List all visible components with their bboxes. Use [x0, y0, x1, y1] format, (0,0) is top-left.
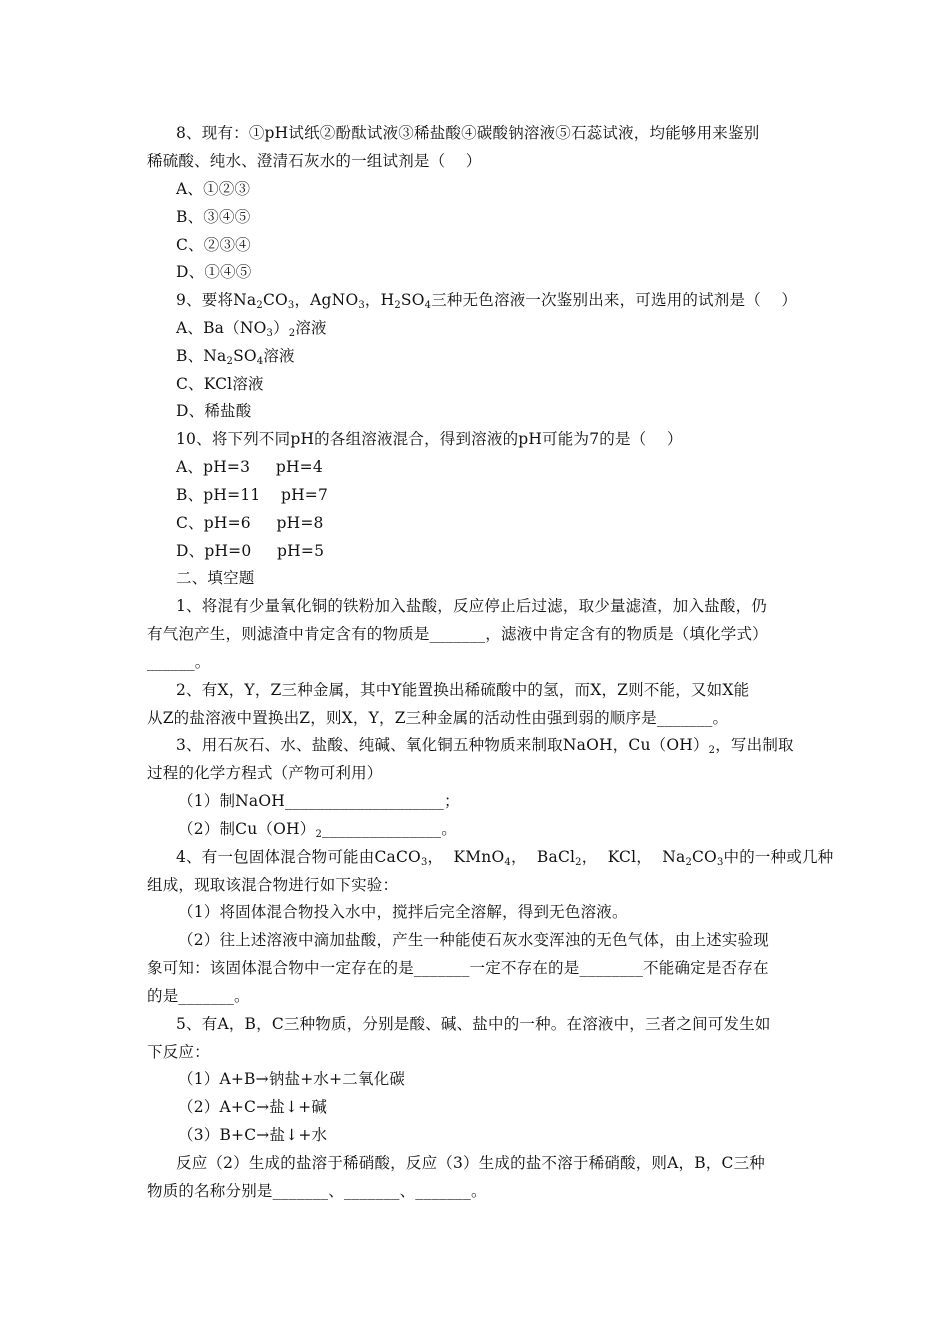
text-line: 8、现有：①pH试纸②酚酞试液③稀盐酸④碳酸钠溶液⑤石蕊试液，均能够用来鉴别: [176, 124, 760, 142]
text-line: （2）A+C→盐↓+碱: [178, 1098, 328, 1116]
text-line: C、②③④: [176, 236, 251, 254]
text-line: 5、有A，B，C三种物质，分别是酸、碱、盐中的一种。在溶液中，三者之间可发生如: [176, 1015, 771, 1033]
text-line: B、$Na_2SO_4$溶液: [176, 347, 295, 367]
text-line: 4、有一包固体混合物可能由CaCO$_3$， KMnO$_4$， BaCl$_2$， KCl， $Na_2CO_3$中的一种或几种: [176, 848, 834, 868]
text-line: 从Z的盐溶液中置换出Z，则X，Y，Z三种金属的活动性由强到弱的顺序是_______。: [147, 709, 729, 727]
text-line: D、pH=0 pH=5: [176, 542, 325, 560]
text-line: C、pH=6 pH=8: [176, 514, 324, 532]
text-line: 1、将混有少量氧化铜的铁粉加入盐酸，反应停止后过滤，取少量滤渣，加入盐酸，仍: [176, 597, 767, 615]
text-line: B、③④⑤: [176, 208, 251, 226]
text-line: 稀硫酸、纯水、澄清石灰水的一组试剂是（ ）: [147, 152, 482, 170]
text-line: （1）制NaOH____________________；: [178, 792, 460, 810]
text-line: 象可知：该固体混合物中一定存在的是_______一定不存在的是________不能确定是否存在: [147, 959, 769, 977]
text-line: 2、有X，Y，Z三种金属，其中Y能置换出稀硫酸中的氢，而X，Z则不能，又如X能: [176, 681, 750, 699]
text-line: A、①②③: [176, 180, 251, 198]
text-line: 组成，现取该混合物进行如下实验：: [147, 876, 399, 894]
text-line: A、$Ba(NO_3)_2$溶液: [176, 319, 327, 339]
text-line: 3、用石灰石、水、盐酸、纯碱、氧化铜五种物质来制取NaOH，$Cu(OH)_2$，写出制取: [176, 736, 794, 756]
text-line: 反应（2）生成的盐溶于稀硝酸，反应（3）生成的盐不溶于稀硝酸，则A，B，C三种: [176, 1154, 765, 1172]
text-line: （1）将固体混合物投入水中，搅拌后完全溶解，得到无色溶液。: [178, 903, 628, 921]
text-line: D、稀盐酸: [176, 402, 252, 420]
text-line: 物质的名称分别是_______、_______、_______。: [147, 1182, 487, 1200]
text-line: （1）A+B→钠盐+水+二氧化碳: [178, 1070, 406, 1088]
text-line: ______。: [147, 653, 211, 671]
text-line: B、pH=11 pH=7: [176, 486, 329, 504]
text-line: 二、填空题: [176, 569, 255, 587]
text-line: A、pH=3 pH=4: [176, 458, 323, 476]
text-line: 有气泡产生，则滤渣中肯定含有的物质是_______，滤液中肯定含有的物质是（填化学式）: [147, 625, 768, 643]
text-line: 10、将下列不同pH的各组溶液混合，得到溶液的pH可能为7的是（ ）: [176, 430, 683, 448]
text-line: 9、要将$Na_2CO_3$，AgNO$_3$，$H_2SO_4$三种无色溶液一次鉴别出来，可选用的试剂是（ ）: [176, 291, 798, 311]
text-line: 的是_______。: [147, 987, 250, 1005]
text-line: 下反应：: [147, 1043, 210, 1061]
text-line: 过程的化学方程式（产物可利用）: [147, 764, 383, 782]
text-line: （2）往上述溶液中滴加盐酸，产生一种能使石灰水变浑浊的无色气体，由上述实验现: [178, 931, 769, 949]
text-line: （3）B+C→盐↓+水: [178, 1126, 328, 1144]
text-line: （2）制$Cu(OH)_2\_\_\_\_\_\_\_\_\_\_\_\_\_\_\_$。: [178, 820, 457, 840]
text-line: C、KCl溶液: [176, 375, 264, 393]
text-line: D、①④⑤: [176, 263, 252, 281]
